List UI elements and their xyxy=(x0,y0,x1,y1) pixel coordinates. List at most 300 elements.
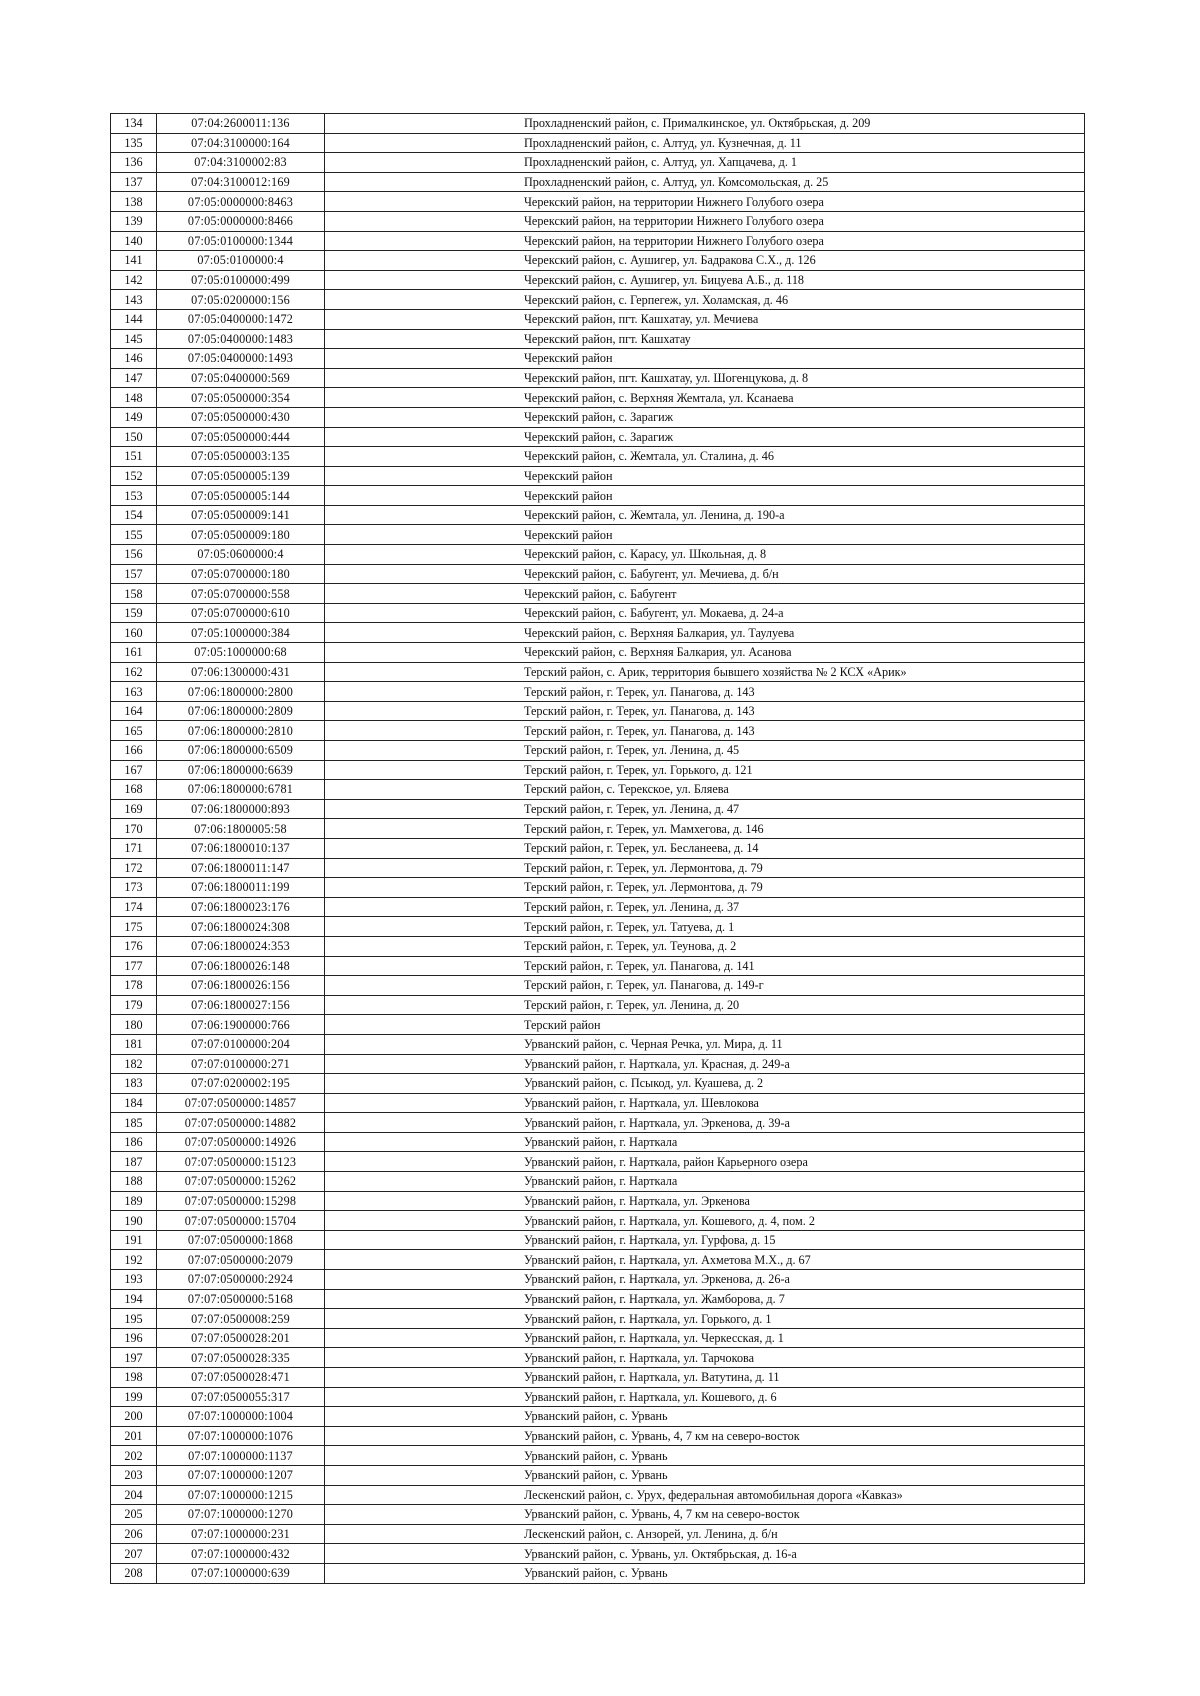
table-row xyxy=(111,799,1085,819)
cadastral-number-cell: 07:07:0500000:15298 xyxy=(157,1191,325,1211)
cadastral-number-cell: 07:05:1000000:384 xyxy=(157,623,325,643)
empty-cell xyxy=(325,1172,521,1192)
cadastral-number-cell: 07:07:0500000:14857 xyxy=(157,1093,325,1113)
empty-cell xyxy=(325,936,521,956)
cadastral-number-cell: 07:07:1000000:1215 xyxy=(157,1485,325,1505)
empty-cell xyxy=(325,251,521,271)
empty-cell xyxy=(325,1250,521,1270)
empty-cell xyxy=(325,995,521,1015)
address-cell: Терский район, г. Терек, ул. Мамхегова, д. 146 xyxy=(521,819,1085,839)
address-cell: Урванский район, г. Нарткала, ул. Эркенова, д. 26-а xyxy=(521,1270,1085,1290)
row-number-cell: 185 xyxy=(111,1113,157,1133)
address-cell: Урванский район, с. Черная Речка, ул. Мира, д. 11 xyxy=(521,1034,1085,1054)
address-cell: Урванский район, с. Урвань xyxy=(521,1465,1085,1485)
row-number-cell: 156 xyxy=(111,545,157,565)
address-cell: Черекский район xyxy=(521,486,1085,506)
empty-cell xyxy=(325,682,521,702)
cadastral-number-cell: 07:05:0400000:569 xyxy=(157,368,325,388)
row-number-cell: 182 xyxy=(111,1054,157,1074)
row-number-cell: 191 xyxy=(111,1230,157,1250)
cadastral-number-cell: 07:05:0000000:8463 xyxy=(157,192,325,212)
row-number-cell: 169 xyxy=(111,799,157,819)
address-cell: Терский район, г. Терек, ул. Лермонтова, д. 79 xyxy=(521,878,1085,898)
row-number-cell: 174 xyxy=(111,897,157,917)
address-cell: Урванский район, г. Нарткала, ул. Кошевого, д. 4, пом. 2 xyxy=(521,1211,1085,1231)
empty-cell xyxy=(325,1211,521,1231)
empty-cell xyxy=(325,780,521,800)
row-number-cell: 155 xyxy=(111,525,157,545)
table-row xyxy=(111,564,1085,584)
row-number-cell: 172 xyxy=(111,858,157,878)
table-row xyxy=(111,1563,1085,1583)
empty-cell xyxy=(325,1485,521,1505)
cadastral-number-cell: 07:06:1800010:137 xyxy=(157,838,325,858)
empty-cell xyxy=(325,1446,521,1466)
empty-cell xyxy=(325,466,521,486)
table-row xyxy=(111,505,1085,525)
row-number-cell: 168 xyxy=(111,780,157,800)
row-number-cell: 197 xyxy=(111,1348,157,1368)
table-row xyxy=(111,721,1085,741)
address-cell: Лескенский район, с. Анзорей, ул. Ленина, д. б/н xyxy=(521,1524,1085,1544)
empty-cell xyxy=(325,545,521,565)
empty-cell xyxy=(325,349,521,369)
cadastral-number-cell: 07:07:1000000:639 xyxy=(157,1563,325,1583)
cadastral-number-cell: 07:06:1800000:6509 xyxy=(157,741,325,761)
table-row xyxy=(111,976,1085,996)
table-row xyxy=(111,1074,1085,1094)
row-number-cell: 194 xyxy=(111,1289,157,1309)
address-cell: Прохладненский район, с. Алтуд, ул. Хапцачева, д. 1 xyxy=(521,153,1085,173)
row-number-cell: 206 xyxy=(111,1524,157,1544)
empty-cell xyxy=(325,760,521,780)
address-cell: Урванский район, г. Нарткала, ул. Горького, д. 1 xyxy=(521,1309,1085,1329)
cadastral-number-cell: 07:06:1800023:176 xyxy=(157,897,325,917)
empty-cell xyxy=(325,1309,521,1329)
address-cell: Черекский район, с. Верхняя Балкария, ул. Асанова xyxy=(521,643,1085,663)
cadastral-number-cell: 07:07:0500000:15123 xyxy=(157,1152,325,1172)
empty-cell xyxy=(325,584,521,604)
address-cell: Терский район, г. Терек, ул. Теунова, д. 2 xyxy=(521,936,1085,956)
empty-cell xyxy=(325,368,521,388)
cadastral-number-cell: 07:05:0100000:499 xyxy=(157,270,325,290)
address-cell: Черекский район xyxy=(521,349,1085,369)
cadastral-number-cell: 07:06:1800000:2809 xyxy=(157,701,325,721)
table-row xyxy=(111,153,1085,173)
table-row xyxy=(111,466,1085,486)
address-cell: Терский район, г. Терек, ул. Лермонтова, д. 79 xyxy=(521,858,1085,878)
empty-cell xyxy=(325,1152,521,1172)
row-number-cell: 138 xyxy=(111,192,157,212)
address-cell: Терский район, г. Терек, ул. Ленина, д. 47 xyxy=(521,799,1085,819)
row-number-cell: 179 xyxy=(111,995,157,1015)
address-cell: Урванский район, г. Нарткала, ул. Ахметова М.Х., д. 67 xyxy=(521,1250,1085,1270)
row-number-cell: 208 xyxy=(111,1563,157,1583)
empty-cell xyxy=(325,1348,521,1368)
cadastral-number-cell: 07:05:0100000:1344 xyxy=(157,231,325,251)
address-cell: Урванский район, с. Псыкод, ул. Куашева, д. 2 xyxy=(521,1074,1085,1094)
address-cell: Терский район, г. Терек, ул. Панагова, д. 143 xyxy=(521,721,1085,741)
table-row xyxy=(111,1132,1085,1152)
empty-cell xyxy=(325,956,521,976)
cadastral-number-cell: 07:06:1800011:147 xyxy=(157,858,325,878)
table-row xyxy=(111,1113,1085,1133)
cadastral-number-cell: 07:06:1800024:353 xyxy=(157,936,325,956)
table-row xyxy=(111,1270,1085,1290)
empty-cell xyxy=(325,878,521,898)
row-number-cell: 199 xyxy=(111,1387,157,1407)
empty-cell xyxy=(325,427,521,447)
empty-cell xyxy=(325,1387,521,1407)
table-row xyxy=(111,211,1085,231)
empty-cell xyxy=(325,1563,521,1583)
row-number-cell: 134 xyxy=(111,114,157,134)
empty-cell xyxy=(325,1465,521,1485)
cadastral-number-cell: 07:06:1800024:308 xyxy=(157,917,325,937)
cadastral-number-cell: 07:05:0700000:180 xyxy=(157,564,325,584)
empty-cell xyxy=(325,211,521,231)
row-number-cell: 159 xyxy=(111,603,157,623)
row-number-cell: 188 xyxy=(111,1172,157,1192)
row-number-cell: 142 xyxy=(111,270,157,290)
table-row xyxy=(111,192,1085,212)
cadastral-number-cell: 07:07:0500000:15262 xyxy=(157,1172,325,1192)
table-row xyxy=(111,760,1085,780)
address-cell: Урванский район, г. Нарткала xyxy=(521,1132,1085,1152)
address-cell: Терский район xyxy=(521,1015,1085,1035)
address-cell: Прохладненский район, с. Прималкинское, ул. Октябрьская, д. 209 xyxy=(521,114,1085,134)
address-cell: Урванский район, г. Нарткала, ул. Эркенова, д. 39-а xyxy=(521,1113,1085,1133)
row-number-cell: 196 xyxy=(111,1328,157,1348)
empty-cell xyxy=(325,505,521,525)
cadastral-number-cell: 07:05:0400000:1493 xyxy=(157,349,325,369)
cadastral-number-cell: 07:06:1300000:431 xyxy=(157,662,325,682)
empty-cell xyxy=(325,643,521,663)
parcel-table-body xyxy=(111,114,1085,1584)
address-cell: Урванский район, с. Урвань xyxy=(521,1407,1085,1427)
address-cell: Черекский район, с. Жемтала, ул. Ленина, д. 190-а xyxy=(521,505,1085,525)
address-cell: Черекский район, с. Верхняя Жемтала, ул. Ксанаева xyxy=(521,388,1085,408)
address-cell: Терский район, г. Терек, ул. Ленина, д. 45 xyxy=(521,741,1085,761)
address-cell: Черекский район, с. Бабугент, ул. Мечиева, д. б/н xyxy=(521,564,1085,584)
cadastral-number-cell: 07:05:0000000:8466 xyxy=(157,211,325,231)
empty-cell xyxy=(325,153,521,173)
cadastral-number-cell: 07:07:0500000:15704 xyxy=(157,1211,325,1231)
row-number-cell: 150 xyxy=(111,427,157,447)
address-cell: Черекский район, с. Бабугент, ул. Мокаева, д. 24-а xyxy=(521,603,1085,623)
address-cell: Черекский район, с. Зарагиж xyxy=(521,427,1085,447)
empty-cell xyxy=(325,799,521,819)
cadastral-number-cell: 07:05:0500009:141 xyxy=(157,505,325,525)
cadastral-number-cell: 07:05:0500003:135 xyxy=(157,447,325,467)
address-cell: Терский район, г. Терек, ул. Панагова, д. 143 xyxy=(521,701,1085,721)
table-row xyxy=(111,349,1085,369)
table-row xyxy=(111,858,1085,878)
table-row xyxy=(111,270,1085,290)
address-cell: Терский район, с. Терекское, ул. Бляева xyxy=(521,780,1085,800)
table-row xyxy=(111,1426,1085,1446)
address-cell: Прохладненский район, с. Алтуд, ул. Комсомольская, д. 25 xyxy=(521,172,1085,192)
empty-cell xyxy=(325,1270,521,1290)
address-cell: Урванский район, с. Урвань xyxy=(521,1563,1085,1583)
empty-cell xyxy=(325,407,521,427)
parcel-table xyxy=(110,113,1085,1584)
cadastral-number-cell: 07:07:1000000:1137 xyxy=(157,1446,325,1466)
address-cell: Черекский район, с. Верхняя Балкария, ул. Таулуева xyxy=(521,623,1085,643)
cadastral-number-cell: 07:06:1800026:156 xyxy=(157,976,325,996)
empty-cell xyxy=(325,1230,521,1250)
address-cell: Терский район, с. Арик, территория бывшего хозяйства № 2 КСХ «Арик» xyxy=(521,662,1085,682)
cadastral-number-cell: 07:05:0400000:1472 xyxy=(157,309,325,329)
cadastral-number-cell: 07:07:0500000:2079 xyxy=(157,1250,325,1270)
row-number-cell: 189 xyxy=(111,1191,157,1211)
row-number-cell: 151 xyxy=(111,447,157,467)
row-number-cell: 195 xyxy=(111,1309,157,1329)
cadastral-number-cell: 07:07:0500028:201 xyxy=(157,1328,325,1348)
address-cell: Черекский район, с. Карасу, ул. Школьная, д. 8 xyxy=(521,545,1085,565)
table-row xyxy=(111,1309,1085,1329)
empty-cell xyxy=(325,114,521,134)
row-number-cell: 176 xyxy=(111,936,157,956)
table-row xyxy=(111,329,1085,349)
row-number-cell: 149 xyxy=(111,407,157,427)
row-number-cell: 148 xyxy=(111,388,157,408)
empty-cell xyxy=(325,819,521,839)
row-number-cell: 153 xyxy=(111,486,157,506)
cadastral-number-cell: 07:05:0500000:354 xyxy=(157,388,325,408)
empty-cell xyxy=(325,1426,521,1446)
empty-cell xyxy=(325,290,521,310)
cadastral-number-cell: 07:04:2600011:136 xyxy=(157,114,325,134)
row-number-cell: 137 xyxy=(111,172,157,192)
empty-cell xyxy=(325,1191,521,1211)
cadastral-number-cell: 07:05:0500000:430 xyxy=(157,407,325,427)
table-row xyxy=(111,525,1085,545)
table-row xyxy=(111,995,1085,1015)
row-number-cell: 180 xyxy=(111,1015,157,1035)
address-cell: Урванский район, с. Урвань xyxy=(521,1446,1085,1466)
empty-cell xyxy=(325,1113,521,1133)
address-cell: Терский район, г. Терек, ул. Панагова, д. 141 xyxy=(521,956,1085,976)
row-number-cell: 166 xyxy=(111,741,157,761)
cadastral-number-cell: 07:06:1900000:766 xyxy=(157,1015,325,1035)
address-cell: Черекский район xyxy=(521,525,1085,545)
table-row xyxy=(111,447,1085,467)
row-number-cell: 161 xyxy=(111,643,157,663)
table-row xyxy=(111,1191,1085,1211)
empty-cell xyxy=(325,721,521,741)
row-number-cell: 200 xyxy=(111,1407,157,1427)
table-row xyxy=(111,407,1085,427)
row-number-cell: 186 xyxy=(111,1132,157,1152)
row-number-cell: 160 xyxy=(111,623,157,643)
table-row xyxy=(111,172,1085,192)
empty-cell xyxy=(325,447,521,467)
empty-cell xyxy=(325,329,521,349)
table-row xyxy=(111,1211,1085,1231)
address-cell: Черекский район xyxy=(521,466,1085,486)
empty-cell xyxy=(325,1132,521,1152)
cadastral-number-cell: 07:04:3100000:164 xyxy=(157,133,325,153)
table-row xyxy=(111,741,1085,761)
cadastral-number-cell: 07:06:1800000:6781 xyxy=(157,780,325,800)
table-row xyxy=(111,662,1085,682)
address-cell: Черекский район, пгт. Кашхатау xyxy=(521,329,1085,349)
table-row xyxy=(111,486,1085,506)
address-cell: Черекский район, с. Бабугент xyxy=(521,584,1085,604)
table-row xyxy=(111,133,1085,153)
cadastral-number-cell: 07:06:1800000:2800 xyxy=(157,682,325,702)
row-number-cell: 177 xyxy=(111,956,157,976)
cadastral-number-cell: 07:05:0200000:156 xyxy=(157,290,325,310)
cadastral-number-cell: 07:07:1000000:1270 xyxy=(157,1505,325,1525)
address-cell: Черекский район, с. Аушигер, ул. Бадракова С.Х., д. 126 xyxy=(521,251,1085,271)
cadastral-number-cell: 07:05:0500005:139 xyxy=(157,466,325,486)
cadastral-number-cell: 07:07:1000000:231 xyxy=(157,1524,325,1544)
address-cell: Черекский район, с. Зарагиж xyxy=(521,407,1085,427)
empty-cell xyxy=(325,917,521,937)
cadastral-number-cell: 07:07:0500028:335 xyxy=(157,1348,325,1368)
cadastral-number-cell: 07:07:1000000:1004 xyxy=(157,1407,325,1427)
empty-cell xyxy=(325,388,521,408)
empty-cell xyxy=(325,231,521,251)
cadastral-number-cell: 07:07:0500000:2924 xyxy=(157,1270,325,1290)
row-number-cell: 141 xyxy=(111,251,157,271)
cadastral-number-cell: 07:07:0500000:5168 xyxy=(157,1289,325,1309)
empty-cell xyxy=(325,1328,521,1348)
address-cell: Урванский район, г. Нарткала, ул. Ватутина, д. 11 xyxy=(521,1368,1085,1388)
row-number-cell: 181 xyxy=(111,1034,157,1054)
cadastral-number-cell: 07:04:3100002:83 xyxy=(157,153,325,173)
cadastral-number-cell: 07:05:0500009:180 xyxy=(157,525,325,545)
empty-cell xyxy=(325,309,521,329)
table-row xyxy=(111,427,1085,447)
table-row xyxy=(111,1054,1085,1074)
empty-cell xyxy=(325,1015,521,1035)
table-row xyxy=(111,1152,1085,1172)
empty-cell xyxy=(325,172,521,192)
table-row xyxy=(111,1289,1085,1309)
row-number-cell: 145 xyxy=(111,329,157,349)
cadastral-number-cell: 07:06:1800000:893 xyxy=(157,799,325,819)
table-row xyxy=(111,1230,1085,1250)
table-row xyxy=(111,819,1085,839)
empty-cell xyxy=(325,270,521,290)
address-cell: Терский район, г. Терек, ул. Панагова, д. 149-г xyxy=(521,976,1085,996)
table-row xyxy=(111,1172,1085,1192)
empty-cell xyxy=(325,701,521,721)
empty-cell xyxy=(325,858,521,878)
row-number-cell: 164 xyxy=(111,701,157,721)
table-row xyxy=(111,1093,1085,1113)
cadastral-number-cell: 07:06:1800000:6639 xyxy=(157,760,325,780)
address-cell: Черекский район, с. Аушигер, ул. Бицуева А.Б., д. 118 xyxy=(521,270,1085,290)
table-row xyxy=(111,623,1085,643)
row-number-cell: 192 xyxy=(111,1250,157,1270)
table-row xyxy=(111,1034,1085,1054)
empty-cell xyxy=(325,1544,521,1564)
row-number-cell: 184 xyxy=(111,1093,157,1113)
address-cell: Черекский район, на территории Нижнего Голубого озера xyxy=(521,211,1085,231)
cadastral-number-cell: 07:06:1800011:199 xyxy=(157,878,325,898)
row-number-cell: 190 xyxy=(111,1211,157,1231)
table-row xyxy=(111,956,1085,976)
address-cell: Терский район, г. Терек, ул. Татуева, д. 1 xyxy=(521,917,1085,937)
address-cell: Черекский район, с. Герпегеж, ул. Холамская, д. 46 xyxy=(521,290,1085,310)
address-cell: Терский район, г. Терек, ул. Панагова, д. 143 xyxy=(521,682,1085,702)
address-cell: Прохладненский район, с. Алтуд, ул. Кузнечная, д. 11 xyxy=(521,133,1085,153)
empty-cell xyxy=(325,1054,521,1074)
empty-cell xyxy=(325,1505,521,1525)
row-number-cell: 204 xyxy=(111,1485,157,1505)
empty-cell xyxy=(325,662,521,682)
cadastral-number-cell: 07:07:0100000:271 xyxy=(157,1054,325,1074)
address-cell: Черекский район, с. Жемтала, ул. Сталина, д. 46 xyxy=(521,447,1085,467)
empty-cell xyxy=(325,192,521,212)
cadastral-number-cell: 07:05:0600000:4 xyxy=(157,545,325,565)
table-row xyxy=(111,917,1085,937)
row-number-cell: 152 xyxy=(111,466,157,486)
table-row xyxy=(111,251,1085,271)
address-cell: Урванский район, г. Нарткала xyxy=(521,1172,1085,1192)
table-row xyxy=(111,838,1085,858)
address-cell: Лескенский район, с. Урух, федеральная автомобильная дорога «Кавказ» xyxy=(521,1485,1085,1505)
address-cell: Урванский район, г. Нарткала, ул. Жамборова, д. 7 xyxy=(521,1289,1085,1309)
cadastral-number-cell: 07:07:1000000:1207 xyxy=(157,1465,325,1485)
cadastral-number-cell: 07:07:0500000:1868 xyxy=(157,1230,325,1250)
address-cell: Терский район, г. Терек, ул. Ленина, д. 37 xyxy=(521,897,1085,917)
cadastral-number-cell: 07:05:0700000:558 xyxy=(157,584,325,604)
row-number-cell: 136 xyxy=(111,153,157,173)
row-number-cell: 167 xyxy=(111,760,157,780)
empty-cell xyxy=(325,603,521,623)
table-row xyxy=(111,643,1085,663)
table-row xyxy=(111,1348,1085,1368)
row-number-cell: 135 xyxy=(111,133,157,153)
address-cell: Урванский район, с. Урвань, ул. Октябрьская, д. 16-а xyxy=(521,1544,1085,1564)
row-number-cell: 178 xyxy=(111,976,157,996)
address-cell: Урванский район, г. Нарткала, ул. Гурфова, д. 15 xyxy=(521,1230,1085,1250)
row-number-cell: 170 xyxy=(111,819,157,839)
row-number-cell: 144 xyxy=(111,309,157,329)
table-row xyxy=(111,1505,1085,1525)
empty-cell xyxy=(325,1289,521,1309)
empty-cell xyxy=(325,1407,521,1427)
table-row xyxy=(111,1250,1085,1270)
address-cell: Терский район, г. Терек, ул. Горького, д. 121 xyxy=(521,760,1085,780)
cadastral-number-cell: 07:07:0500028:471 xyxy=(157,1368,325,1388)
row-number-cell: 202 xyxy=(111,1446,157,1466)
empty-cell xyxy=(325,623,521,643)
table-row xyxy=(111,897,1085,917)
row-number-cell: 143 xyxy=(111,290,157,310)
table-row xyxy=(111,545,1085,565)
table-row xyxy=(111,682,1085,702)
row-number-cell: 198 xyxy=(111,1368,157,1388)
row-number-cell: 205 xyxy=(111,1505,157,1525)
address-cell: Черекский район, на территории Нижнего Голубого озера xyxy=(521,192,1085,212)
address-cell: Урванский район, г. Нарткала, район Карьерного озера xyxy=(521,1152,1085,1172)
address-cell: Урванский район, г. Нарткала, ул. Шевлокова xyxy=(521,1093,1085,1113)
address-cell: Черекский район, пгт. Кашхатау, ул. Шогенцукова, д. 8 xyxy=(521,368,1085,388)
address-cell: Урванский район, г. Нарткала, ул. Кошевого, д. 6 xyxy=(521,1387,1085,1407)
empty-cell xyxy=(325,1074,521,1094)
row-number-cell: 158 xyxy=(111,584,157,604)
table-row xyxy=(111,368,1085,388)
table-row xyxy=(111,584,1085,604)
address-cell: Терский район, г. Терек, ул. Ленина, д. 20 xyxy=(521,995,1085,1015)
table-row xyxy=(111,231,1085,251)
